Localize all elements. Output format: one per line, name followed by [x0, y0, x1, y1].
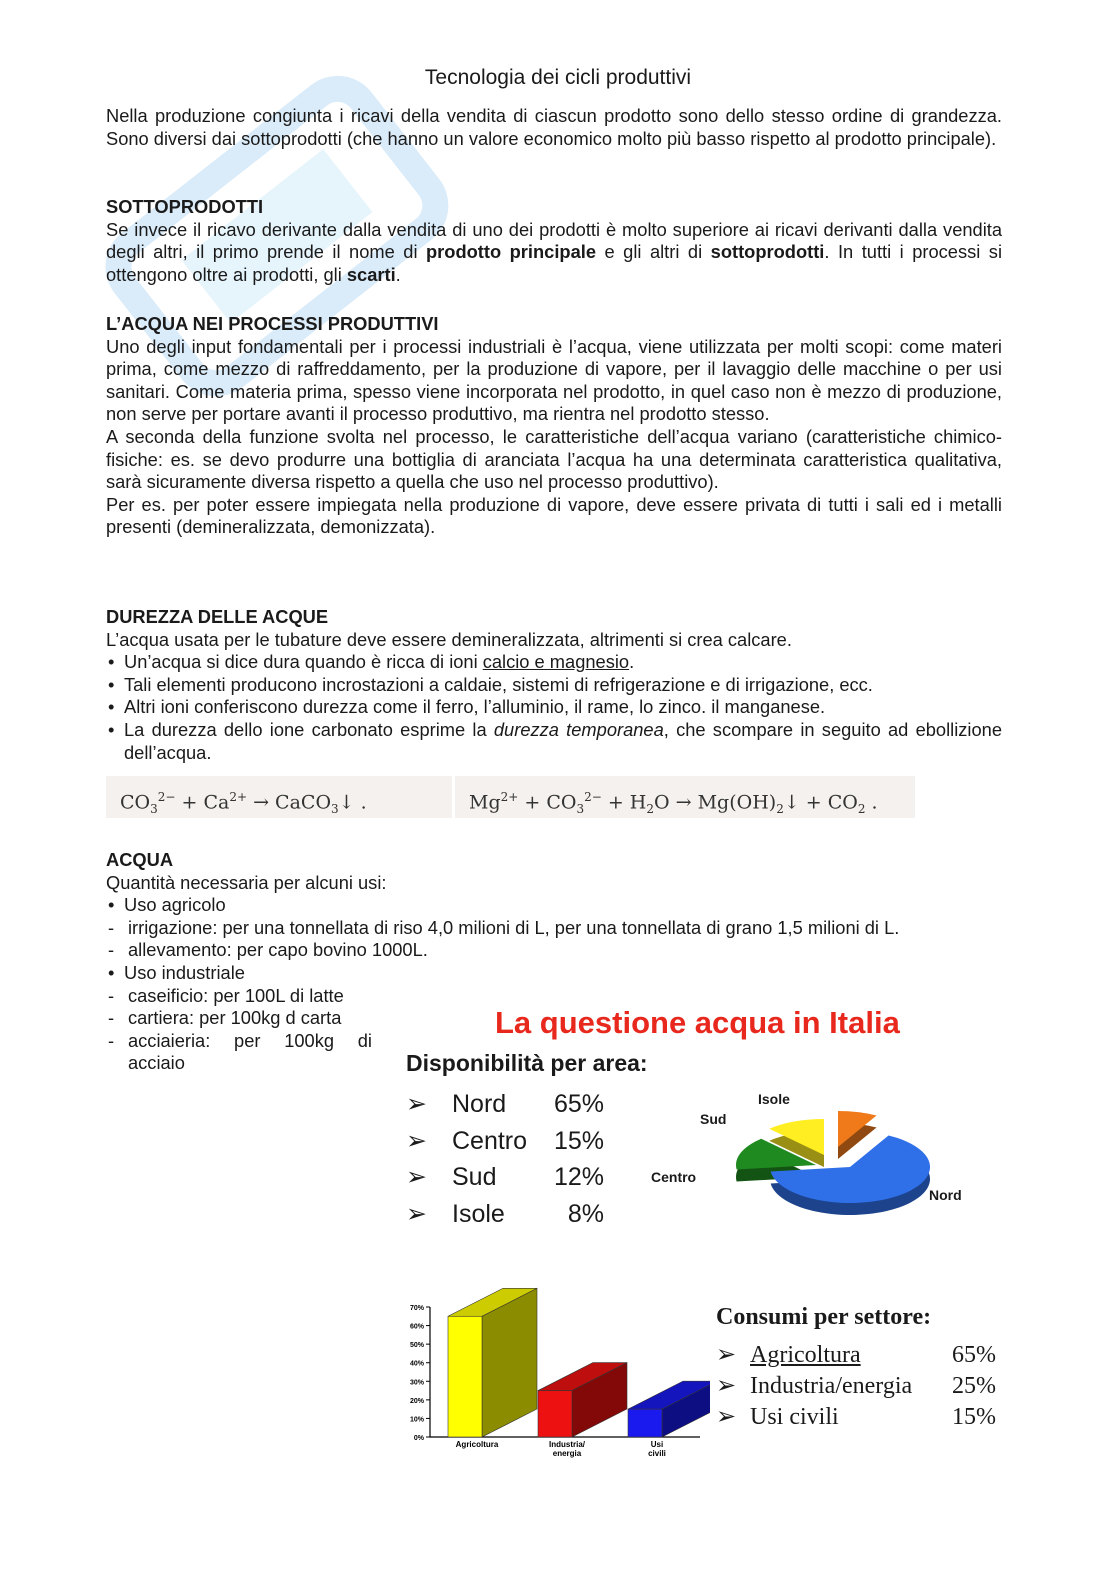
paragraph: L’acqua usata per le tubature deve essere demineralizzata, altrimenti si crea calcare.: [106, 628, 792, 650]
page-header: Tecnologia dei cicli produttivi: [424, 66, 692, 89]
arrow-bullet-icon: ➢: [406, 1126, 427, 1155]
y-tick-label: 50%: [409, 1342, 424, 1350]
consumi-row: ➢ Agricoltura 65%: [716, 1340, 996, 1371]
paragraph: Quantità necessaria per alcuni usi:: [106, 871, 387, 893]
x-tick-label: civili: [648, 1449, 666, 1458]
y-tick-label: 40%: [409, 1360, 424, 1368]
y-tick-label: 20%: [409, 1397, 424, 1405]
list-item: • Uso industriale: [106, 962, 1002, 985]
bar-2: [538, 1391, 572, 1437]
list-item: • Un’acqua si dice dura quando è ricca di ioni calcio e magnesio.: [106, 651, 1002, 674]
section-title: ACQUA: [106, 849, 174, 870]
pie-chart-svg: [640, 1085, 980, 1225]
y-tick-label: 30%: [409, 1379, 424, 1387]
area-row: ➢ Nord 65%: [406, 1086, 604, 1123]
bullet-list: [106, 651, 1002, 764]
x-tick-label: energia: [552, 1449, 582, 1458]
pie-label-nord: Nord: [929, 1187, 962, 1203]
y-tick-label: 10%: [409, 1416, 424, 1424]
intro-paragraph: Nella produzione congiunta i ricavi della vendita di ciascun prodotto sono dello stesso ordine di grandezza. Sono diversi dai sottoprodotti (che hanno un valore economico molto più basso rispetto al prodotto principale).: [106, 105, 1002, 149]
section-durezza: [106, 606, 1002, 764]
consumi-row: ➢ Usi civili 15%: [716, 1402, 996, 1433]
bar-3: [628, 1409, 662, 1437]
pie-label-centro: Centro: [651, 1169, 697, 1185]
list-item: • Altri ioni conferiscono durezza come il ferro, l’alluminio, il rame, lo zinco. il manganese.: [106, 696, 1002, 719]
area-row: ➢ Isole 8%: [406, 1196, 604, 1233]
section-sottoprodotti: [106, 196, 1002, 286]
pie-label-sud: Sud: [700, 1111, 727, 1127]
bar-1: [448, 1316, 482, 1437]
pie-label-isole: Isole: [758, 1091, 790, 1107]
arrow-bullet-icon: ➢: [406, 1199, 427, 1228]
y-tick-label: 60%: [409, 1323, 424, 1331]
arrow-bullet-icon: ➢: [406, 1090, 427, 1118]
bar-chart: [390, 1283, 710, 1463]
list-item: • La durezza dello ione carbonato esprime la durezza temporanea, che scompare in seguito ad ebollizione dell’acqua.: [106, 719, 1002, 764]
arrow-bullet-icon: ➢: [716, 1373, 737, 1399]
consumi-list: [716, 1340, 996, 1433]
arrow-bullet-icon: ➢: [406, 1163, 427, 1191]
pie-chart: [640, 1085, 980, 1225]
dash-list: [106, 917, 1002, 962]
list-item: • Tali elementi producono incrostazioni a caldaie, sistemi di refrigerazione e di irrigazione, ecc.: [106, 674, 1002, 697]
list-item: - acciaieria: per 100kg di acciaio: [106, 1030, 372, 1075]
section-title: SOTTOPRODOTTI: [106, 196, 264, 217]
y-tick-label: 0%: [413, 1435, 424, 1442]
x-tick-label: Agricoltura: [455, 1440, 499, 1449]
dash-list-industrial: [106, 985, 372, 1075]
paragraph: A seconda della funzione svolta nel processo, le caratteristiche dell’acqua variano (caratteristiche chimico-fisiche: es. se devo produrre una bottiglia di aranciata l’acqua ha una determinata caratteristica qualitativa, sarà sicuramente diversa rispetto a quella che uso nel processo produttivo).: [106, 425, 1002, 493]
paragraph: Uno degli input fondamentali per i processi industriali è l’acqua, viene utilizzata per molti scopi: come materi prima, come mezzo di raffreddamento, per la produzione di vapore, per il lavaggio delle macchine o per usi sanitari. Come materia prima, spesso viene incorporata nel prodotto, in quel caso non è mezzo di produzione, non serve per portare avanti il processo produttivo, ma rientra nel prodotto stesso.: [106, 335, 1002, 425]
bullet-list: [106, 962, 1002, 985]
slide-subtitle: Disponibilità per area:: [406, 1050, 648, 1076]
list-item: - caseificio: per 100L di latte: [106, 985, 372, 1008]
slide-title: La questione acqua in Italia: [495, 1005, 900, 1040]
x-tick-label: Industria/: [548, 1440, 586, 1449]
section-title: DUREZZA DELLE ACQUE: [106, 606, 329, 627]
x-tick-label: Usi: [650, 1440, 664, 1449]
arrow-bullet-icon: ➢: [716, 1404, 737, 1430]
paragraph: Per es. per poter essere impiegata nella produzione di vapore, deve essere privata di tutti i sali ed i metalli presenti (demineralizzata, demonizzata).: [106, 493, 1002, 538]
section-title: L’ACQUA NEI PROCESSI PRODUTTIVI: [106, 313, 439, 334]
area-row: ➢ Sud 12%: [406, 1159, 604, 1196]
underlined-term: calcio e magnesio: [482, 651, 630, 673]
section-acqua: [106, 849, 1002, 1075]
consumi-row: ➢ Industria/energia 25%: [716, 1371, 996, 1402]
area-row: ➢ Centro 15%: [406, 1123, 604, 1160]
formula-magnesium-hydroxide: $Mg^{2+} + CO_3^{2-} + H_2O$ → $Mg(OH)_2↓ + CO_2$ .: [455, 776, 915, 818]
arrow-bullet-icon: ➢: [716, 1342, 737, 1368]
y-tick-label: 70%: [409, 1305, 424, 1312]
area-list: [406, 1086, 604, 1232]
list-item: - cartiera: per 100kg d carta: [106, 1007, 372, 1030]
bullet-list: [106, 894, 1002, 917]
sottoprodotti-paragraph: Se invece il ricavo derivante dalla vendita di uno dei prodotti è molto superiore ai ricavi derivanti dalla vendita degli altri, il primo prende il nome di prodotto principale e gli altri di sottoprodotti. In tutti i processi si ottengono oltre ai prodotti, gli scarti.: [106, 218, 1003, 285]
section-acqua-processi: [106, 313, 1002, 539]
consumi-title: Consumi per settore:: [716, 1304, 932, 1330]
formula-calcium-carbonate: $CO_3^{2-} + Ca^{2+}$ → CaCO$_3$↓ .: [106, 776, 452, 818]
list-item: - irrigazione: per una tonnellata di riso 4,0 milioni di L, per una tonnellata di grano 1,5 milioni di L.: [106, 917, 1002, 940]
list-item: • Uso agricolo: [106, 894, 1002, 917]
list-item: - allevamento: per capo bovino 1000L.: [106, 939, 1002, 962]
